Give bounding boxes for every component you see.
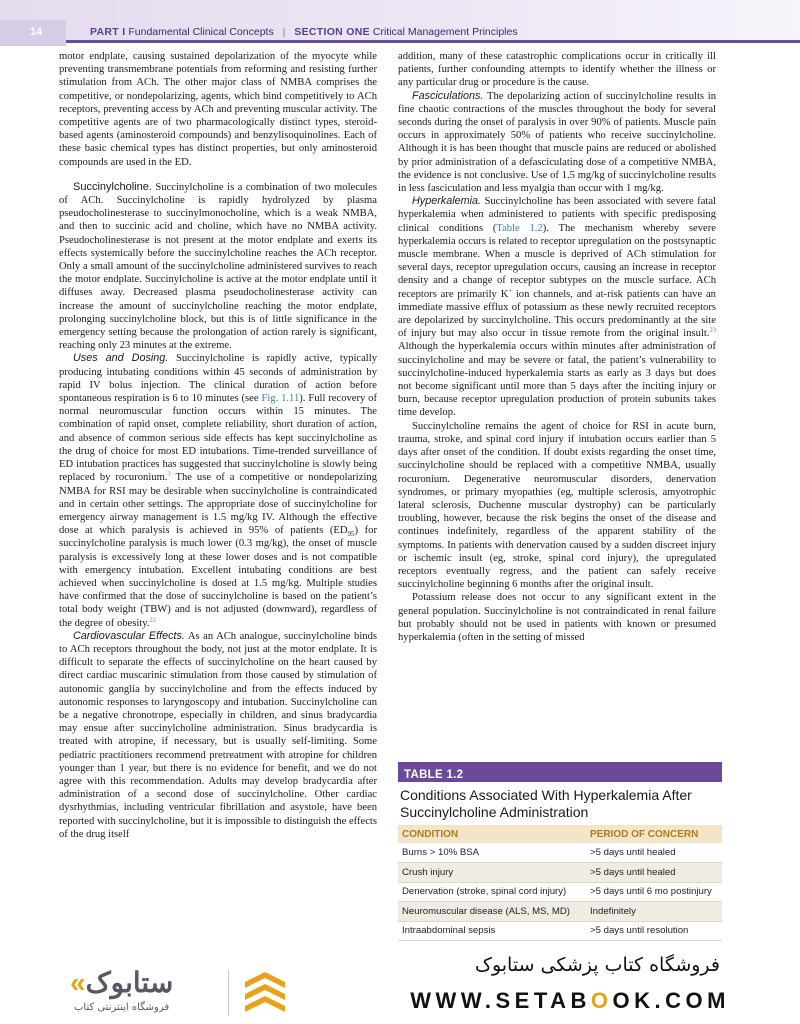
succinylcholine-text: Succinylcholine is a combination of two molecules of ACh. Succinylcholine is rapidly hydrolyzed by plasma pseudocholinesterase to succinylmonocholine, which is a weak NMBA, and then to succinic acid and choline, which have no NMBA activity. Pseudocholinesterase is not present at the motor endplate and exerts its effects systemically before the succinylcholine reaches the ACh receptor. Only a small amount of the succinylcholine administered survives to reach the motor endplate. Succinylcholine is active at the motor endplate until it diffuses away. Decreased plasma pseudocholinesterase activity can increase the amount of succinylcholine reaching the motor endplate, prolonging succinylcholine block, but this is of little significance in the emergency setting because the prolongation of action rarely is significant, reaching only 23 minutes at the extreme. bbox=[59, 181, 377, 352]
hyperkalemia-text-b: ). The mechanism whereby severe hyperkalemia occurs is related to receptor upregulation on the postsynaptic muscle membrane. When a muscle is deprived of ACh stimulation for several days, receptor upregulation occurs, causing an increase in receptor density and a change of receptor subtypes on the muscle surface. ACh receptors are primarily K bbox=[398, 222, 716, 300]
paragraph-hyperkalemia bbox=[398, 195, 716, 419]
cell-condition: Intraabdominal sepsis bbox=[398, 921, 586, 941]
right-column bbox=[398, 50, 716, 756]
uses-text-d: ) for succinylcholine paralysis is much lower (0.3 mg/kg), the onset of muscle paralysis is excessively long at these lower doses and is not compatible with emergency intubation. Excellent intubating conditions are best achieved when succinylcholine is dosed at 1.5 mg/kg. Multiple studies have confirmed that the dose of succinylcholine is based on the patient’s total body weight (TBW) and is not adjusted (downward), regardless of the degree of obesity. bbox=[59, 525, 377, 629]
left-column bbox=[59, 50, 377, 944]
cell-condition: Crush injury bbox=[398, 863, 586, 883]
reference-link[interactable]: 22 bbox=[149, 616, 157, 623]
header-separator: | bbox=[282, 26, 286, 38]
page-header bbox=[0, 0, 800, 46]
store-footer bbox=[0, 948, 800, 1024]
paragraph-agent-of-choice: Succinylcholine remains the agent of choice for RSI in acute burn, trauma, stroke, and spinal cord injury if intubation occurs earlier than 5 days after onset of the condition. If doubt exists regarding the onset time, succinylcholine should be replaced with a competitive NMBA, usually rocuronium. Degenerative neuromuscular disorders, denervation syndromes, or primary myopathies (eg, multiple sclerosis, amyotrophic lateral sclerosis, Duchenne muscular dystrophy) can be particularly troubling, however, because the risk begins the onset of the disease and continues indefinitely, regardless of the apparent stability of the symptoms. In patients with denervation caused by a sudden discreet injury or ischemic insult (eg, stroke, spinal cord injury), the upregulated receptors eventually regress, and the patient can safely receive succinylcholine beginning 6 months after the original insult. bbox=[398, 420, 716, 591]
paragraph-intro: motor endplate, causing sustained depolarization of the myocyte while preventing transmembrane potentials from reforming and resisting further stimulation from ACh. The other major class of NMBA comprises the competitive, or nondepolarizing, agents, which bind competitively to ACh receptors, preventing access by ACh and preventing muscular activity. The competitive agents are of two pharmacologically distinct types, steroid-based agents (aminosteroid compounds) and benzylisoquinolines. Each of these basic chemical types has distinct properties, but only aminosteroid compounds are used in the ED. bbox=[59, 51, 377, 168]
logo-text: ستابوک bbox=[85, 967, 174, 998]
reference-link[interactable]: 23 bbox=[709, 326, 716, 334]
cell-period: >5 days until resolution bbox=[586, 921, 722, 941]
cell-condition: Neuromuscular disease (ALS, MS, MD) bbox=[398, 902, 586, 922]
table-1-2 bbox=[398, 762, 722, 941]
url-part: OK.COM bbox=[612, 988, 730, 1013]
url-accent: O bbox=[590, 988, 613, 1013]
table-title: Conditions Associated With Hyperkalemia After Succinylcholine Administration bbox=[400, 787, 692, 820]
paragraph-fasciculations bbox=[398, 90, 716, 196]
hyperkalemia-text-a: Succinylcholine has been associated with severe fatal hyperkalemia when administered to patients with specific predisposing clinical conditions ( bbox=[398, 196, 716, 234]
cardiovascular-text: As an ACh analogue, succinylcholine binds to ACh receptors throughout the body, not just at the motor endplate. It is difficult to separate the effects of succinylcholine on the heart caused by direct cardiac muscarinic stimulation from those caused by stimulation of autonomic ganglia by succinylcholine and from the effects induced by autonomic responses to laryngoscopy and intubation. Succinylcholine can be a negative chronotrope, especially in children, and sinus bradycardia may ensue after succinylcholine administration. Sinus bradycardia is treated with atropine, if necessary, but is usually self-limiting. Some pediatric practitioners recommend pretreatment with atropine for children younger than 1 year, but there is no evidence for benefit, and we do not agree with this recommendation. Adults may develop bradycardia after administration of a second dose of succinylcholine. Other cardiac dysrhythmias, including ventricular fibrillation and asystole, have been reported with succinylcholine, but it is impossible to distinguish the effects of the drug itself bbox=[59, 630, 377, 840]
table-link[interactable]: Table 1.2 bbox=[496, 222, 543, 234]
fasciculations-text: The depolarizing action of succinylcholine results in fine chaotic contractions of the muscles throughout the body for several seconds during the onset of paralysis in over 90% of patients. Muscle pain occurs in approximately 50% of patients who receive succinylcholine. Although it is has been thought that muscle pains are reduced or abolished by prior administration of a defasciculating dose of a competitive NMBA, the evidence is not conclusive. Use of 1.5 mg/kg of succinylcholine results in less fasciculation and less myalgia than occur with 1 mg/kg. bbox=[398, 90, 716, 195]
column-header-period: PERIOD OF CONCERN bbox=[586, 825, 722, 843]
uses-text-b: ). Full recovery of normal neuromuscular function occurs within 15 minutes. The combination of rapid onset, complete reliability, short duration of action, and absence of common serious side effects has kept succinylcholine as the drug of choice for most ED intubations. Time-trended surveillance of ED intubation practices has suggested that succinylcholine is slowly being replaced by rocuronium. bbox=[59, 393, 377, 484]
reference-link[interactable]: 3 bbox=[167, 470, 171, 478]
table-header-row bbox=[398, 825, 722, 843]
table-row bbox=[398, 863, 722, 883]
header-rule bbox=[66, 40, 800, 43]
store-logo[interactable] bbox=[70, 966, 220, 1020]
running-head bbox=[90, 26, 518, 38]
table-row bbox=[398, 882, 722, 902]
logo-subtitle: فروشگاه اینترنتی کتاب bbox=[74, 1002, 170, 1013]
section-label: SECTION ONE bbox=[294, 26, 370, 38]
ed95-subscript: 95 bbox=[347, 530, 355, 539]
table-label-bar bbox=[398, 762, 722, 782]
cell-period: >5 days until healed bbox=[586, 843, 722, 863]
chevron-icon: « bbox=[70, 967, 86, 998]
table-label: TABLE 1.2 bbox=[404, 769, 464, 781]
figure-link[interactable]: Fig. 1.11 bbox=[261, 393, 300, 405]
section-title: Critical Management Principles bbox=[372, 26, 518, 38]
logo-wordmark bbox=[70, 966, 173, 999]
table-row bbox=[398, 921, 722, 941]
cell-condition: Burns > 10% BSA bbox=[398, 843, 586, 863]
heading-uses-dosing: Uses and Dosing. bbox=[73, 352, 169, 365]
hyperkalemia-text-d: Although the hyperkalemia occurs within minutes after administration of succinylcholine and may be severe or fatal, the patient’s vulnerability to succinylcholine-induced hyperkalemia starts as early as 3 days but does not become significant until more than 5 days after the inciting injury or burn, because receptor upregulation production of protein subunits takes time develop. bbox=[398, 341, 716, 419]
url-part: WWW.SETAB bbox=[410, 988, 591, 1013]
stacked-chevron-icon bbox=[240, 968, 290, 1018]
heading-hyperkalemia: Hyperkalemia. bbox=[412, 195, 482, 208]
part-label: PART I bbox=[90, 26, 126, 38]
page-number: 14 bbox=[30, 26, 43, 38]
uses-text-a: Succinylcholine is rapidly active, typically producing intubating conditions within 45 seconds of administration by rapid IV bolus injection. The clinical duration of action before spontaneous respiration is 6 to 10 minutes (see bbox=[59, 353, 377, 405]
heading-succinylcholine: Succinylcholine. bbox=[73, 180, 152, 193]
column-header-condition: CONDITION bbox=[398, 825, 586, 843]
paragraph-potassium: Potassium release does not occur to any significant extent in the general population. Succinylcholine is not contraindicated in renal failure but probably should not be used in patients with known or presumed hyperkalemia (often in the setting of missed bbox=[398, 592, 716, 643]
table-row bbox=[398, 902, 722, 922]
uses-text-c: The use of a competitive or nondepolarizing NMBA for RSI may be desirable when succinylcholine is contraindicated and in certain other settings. The appropriate dose of succinylcholine for emergency airway management is 1.5 mg/kg IV. Although the effective dose at which paralysis is achieved in 95% of patients (ED bbox=[59, 472, 377, 537]
heading-fasciculations: Fasciculations. bbox=[412, 89, 484, 102]
logo-divider bbox=[228, 970, 229, 1016]
cell-period: Indefinitely bbox=[586, 902, 722, 922]
paragraph-continued: addition, many of these catastrophic complications occur in critically ill patients, further confounding attempts to identify whether the illness or any particular drug or procedure is the cause. bbox=[398, 51, 716, 89]
paragraph-succinylcholine bbox=[59, 181, 377, 353]
promo-text: فروشگاه کتاب پزشکی ستابوک bbox=[474, 954, 720, 976]
table-row bbox=[398, 843, 722, 863]
hyperkalemia-text-c: ion channels, and at-risk patients can have an immediate massive efflux of potassium as these newly recruited receptors are depolarized by succinylcholine. This occurs predominantly at the site of injury but may also occur in tissue remote from the original insult. bbox=[398, 288, 716, 340]
heading-cardiovascular: Cardiovascular Effects. bbox=[73, 629, 185, 642]
paragraph-uses-dosing bbox=[59, 352, 377, 629]
potassium-superscript: + bbox=[508, 287, 513, 295]
store-url[interactable] bbox=[410, 988, 730, 1014]
cell-period: >5 days until healed bbox=[586, 863, 722, 883]
part-title: Fundamental Clinical Concepts bbox=[128, 26, 274, 38]
cell-period: >5 days until 6 mo postinjury bbox=[586, 882, 722, 902]
table-grid bbox=[398, 825, 722, 941]
cell-condition: Denervation (stroke, spinal cord injury) bbox=[398, 882, 586, 902]
paragraph-cardiovascular bbox=[59, 630, 377, 841]
